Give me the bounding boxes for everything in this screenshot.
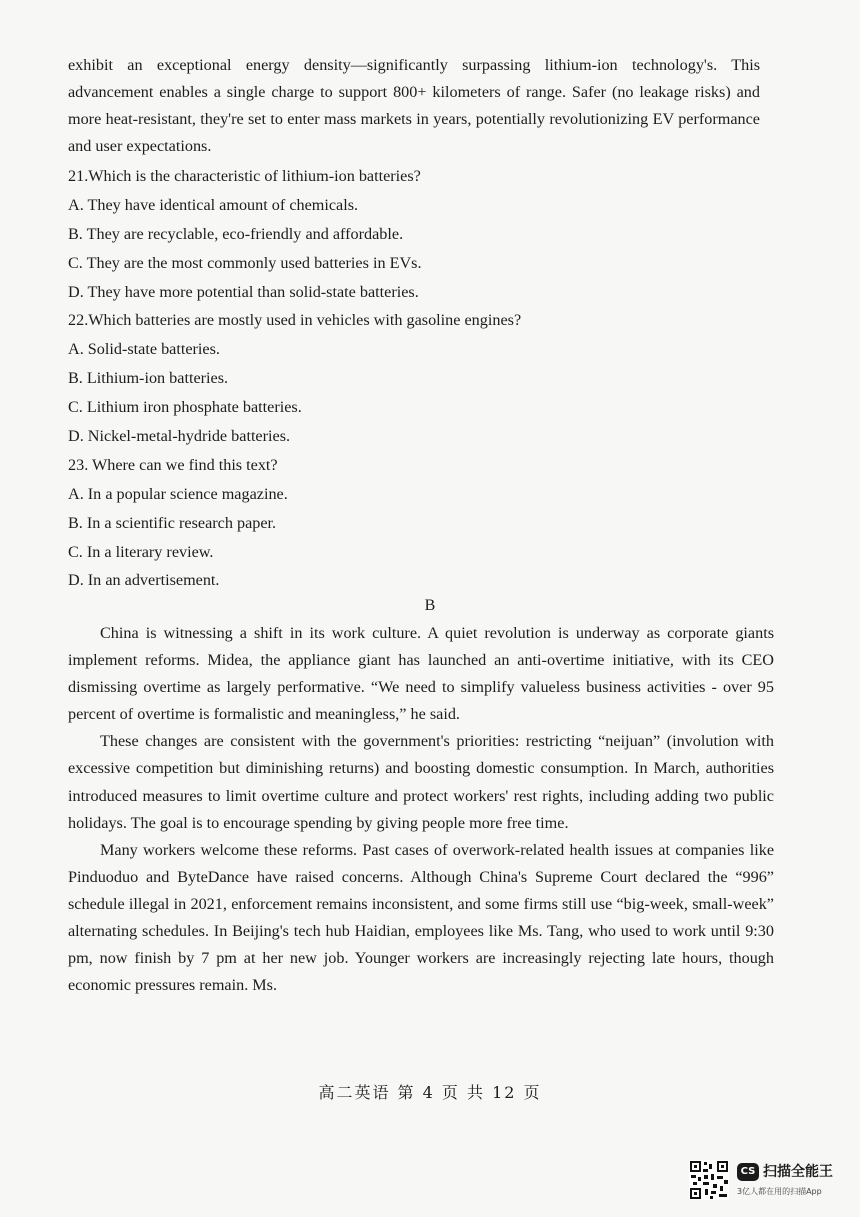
option-d: D. Nickel-metal-hydride batteries.: [68, 427, 291, 446]
question-22: [68, 306, 760, 450]
passage-a-paragraph: exhibit an exceptional energy density—significantly surpassing lithium-ion technology's. This advancement enables a single charge to support 800+ kilometers of range. Safer (no leakage risks) and more heat-resistant, they're set to enter mass markets in years, potentially revolutionizing EV performance and user expectations.: [68, 56, 760, 155]
option-c: C. In a literary review.: [68, 542, 214, 561]
question-23: [68, 451, 760, 595]
option-a: A. Solid-state batteries.: [68, 340, 220, 359]
section-heading: B: [424, 597, 436, 614]
option-b: B. In a scientific research paper.: [68, 513, 277, 532]
passage-b-paragraph-2: These changes are consistent with the government's priorities: restricting “neijuan” (involution with excessive competition but diminishing returns) and boosting domestic consumption. In March, authorities introduced measures to limit overtime culture and protect workers' rest rights, including adding two public holidays. The goal is to encourage spending by giving people more free time.: [68, 732, 774, 832]
scanner-app-name: 扫描全能王: [763, 1164, 833, 1180]
passage-b-paragraph-3: Many workers welcome these reforms. Past cases of overwork-related health issues at companies like Pinduoduo and ByteDance have raised concerns. Although China's Supreme Court declared the “996” schedule illegal in 2021, enforcement remains inconsistent, and some firms still use “big-week, small-week” alternating schedules. In Beijing's tech hub Haidian, employees like Ms. Tang, who used to work until 9:30 pm, now finish by 7 pm at her new job. Younger workers are increasingly rejecting late hours, though economic pressures remain. Ms.: [68, 840, 774, 995]
option-a: A. In a popular science magazine.: [68, 484, 288, 503]
camscanner-logo-icon: CS: [737, 1163, 759, 1181]
scanner-watermark: [689, 1160, 849, 1202]
option-b: B. They are recyclable, eco-friendly and affordable.: [68, 224, 404, 243]
option-a: A. They have identical amount of chemicals.: [68, 195, 359, 214]
option-c: C. They are the most commonly used batteries in EVs.: [68, 253, 422, 272]
option-d: D. They have more potential than solid-state batteries.: [68, 282, 419, 301]
question-21: [68, 162, 760, 306]
scanner-tagline: 3亿人都在用的扫描App: [737, 1187, 822, 1196]
passage-b: [68, 620, 774, 999]
qr-code-icon: [689, 1160, 729, 1200]
question-stem: 23. Where can we find this text?: [68, 455, 278, 474]
option-b: B. Lithium-ion batteries.: [68, 369, 229, 388]
question-list: [68, 162, 760, 595]
option-c: C. Lithium iron phosphate batteries.: [68, 398, 302, 417]
question-stem: 21.Which is the characteristic of lithium-ion batteries?: [68, 167, 421, 185]
option-d: D. In an advertisement.: [68, 571, 220, 590]
question-stem: 22.Which batteries are mostly used in vehicles with gasoline engines?: [68, 311, 522, 330]
page-footer: 高二英语 第 4 页 共 12 页: [318, 1083, 542, 1102]
passage-a-continuation: [68, 52, 760, 160]
passage-b-paragraph-1: China is witnessing a shift in its work culture. A quiet revolution is underway as corporate giants implement reforms. Midea, the appliance giant has launched an anti-overtime initiative, with its CEO dismissing overtime as largely performative. “We need to simplify valueless business activities - over 95 percent of overtime is formalistic and meaningless,” he said.: [68, 624, 774, 724]
